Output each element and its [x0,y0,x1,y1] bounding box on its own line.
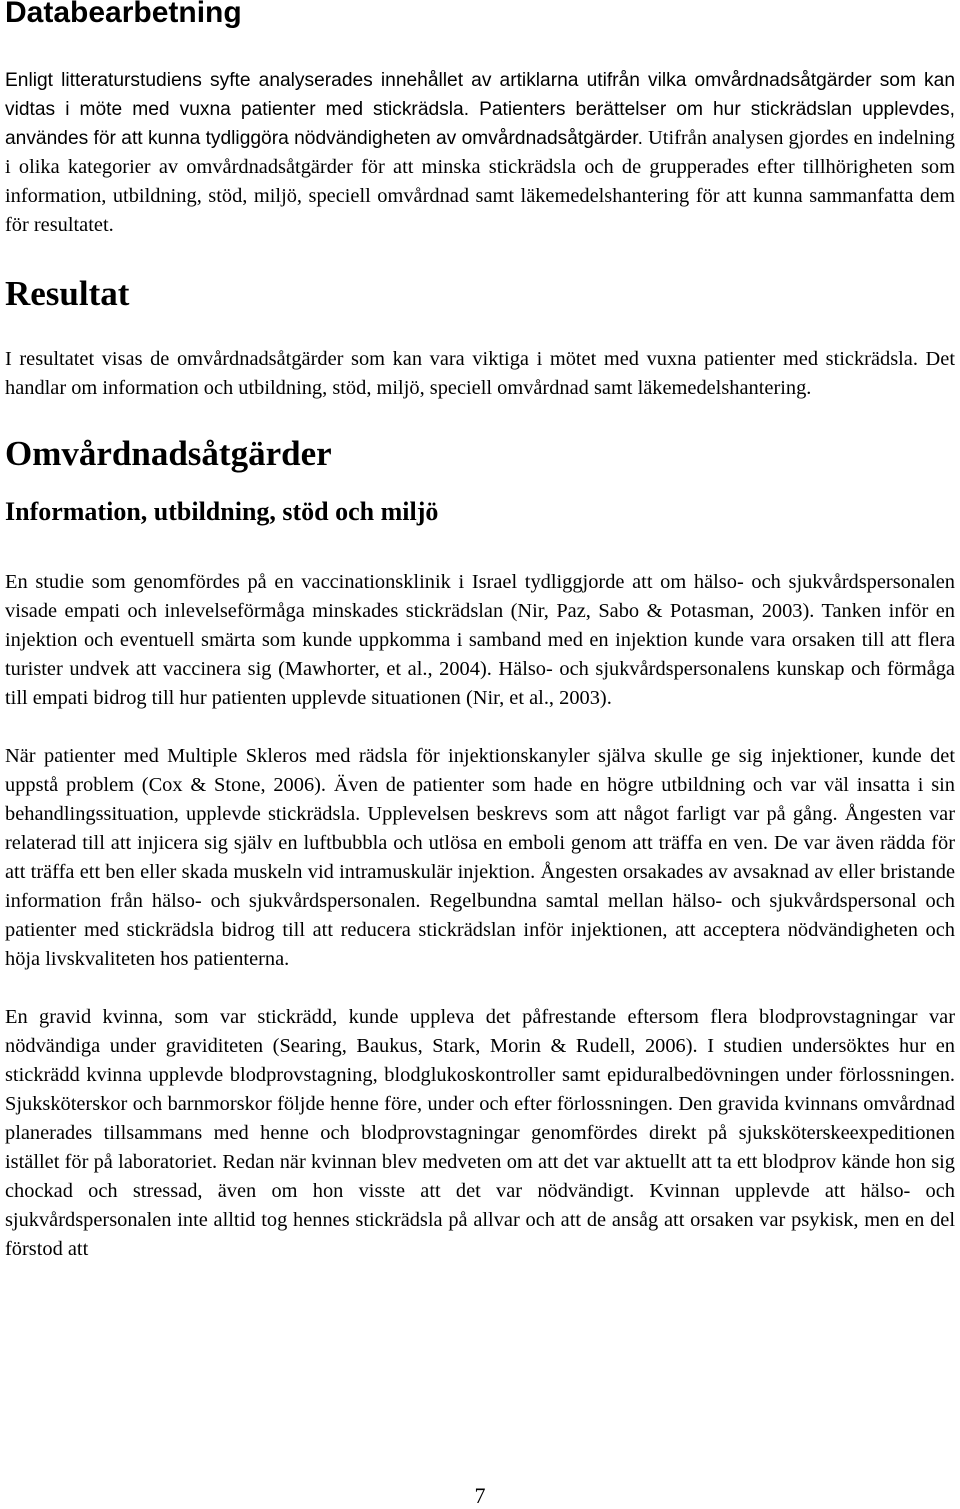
heading-information-utbildning-stod-miljo: Information, utbildning, stöd och miljö [5,497,439,526]
heading-omvardnadsatgarder: Omvårdnadsåtgärder [5,434,332,473]
paragraph-multiple-skleros: När patienter med Multiple Skleros med rädsla för injektionskanyler själva skulle ge sig injektioner, kunde det uppstå problem (Cox & Stone, 2006). Även de patienter som hade en högre utbildning och var väl insatta i sin behandlingssituation, upplevde stickrädsla. Upplevelsen beskrevs som att något farligt var på gång. Ångesten var relaterad till att injicera sig själv en luftbubbla och utlösa en emboli genom att träffa en ven. De var även rädda för att träffa ett ben eller skada muskeln vid intramuskulär injektion. Ångesten orsakades av avsaknad av eller bristande information från hälso- och sjukvårdspersonalen. Regelbundna samtal mellan hälso- och sjukvårdspersonal och patienter med stickrädsla bidrog till att reducera stickrädslan inför injektionen, att acceptera nödvändigheten och höja livskvaliteten hos patienterna. [5,745,955,970]
paragraph-vaccination-study: En studie som genomfördes på en vaccinationsklinik i Israel tydliggjorde att om hälso- och sjukvårdspersonalen visade empati och inlevelseförmåga minskades stickrädslan (Nir, Paz, Sabo & Potasman, 2003). Tanken inför en injektion och eventuell smärta som kunde uppkomma i samband med en injektion kunde vara orsaken till att flera turister undvek att vaccinera sig (Mawhorter, et al., 2004). Hälso- och sjukvårdspersonalens kunskap och förmåga till empati bidrog till hur patienten upplevde situationen (Nir, et al., 2003). [5,571,955,709]
paragraph-gravid-kvinna: En gravid kvinna, som var stickrädd, kunde uppleva det påfrestande eftersom flera blodprovstagningar var nödvändiga under graviditeten (Searing, Baukus, Stark, Morin & Rudell, 2006). I studien undersöktes hur en stickrädd kvinna upplevde blodprovstagning, blodglukoskontroller samt epiduralbedövningen under förlossningen. Sjuksköterskor och barnmorskor följde henne före, under och efter förlossningen. Den gravida kvinnans omvårdnad planerades tillsammans med henne och blodprovstagningar genomfördes direkt på sjuksköterskeexpeditionen istället för på laboratoriet. Redan när kvinnan blev medveten om att det var aktuellt att ta ett blodprov kände hon sig chockad och stressad, även om hon visste att det var nödvändigt. Kvinnan upplevde att hälso- och sjukvårdspersonalen inte alltid tog hennes stickrädsla på allvar och att de ansåg att orsaken var psykisk, men en del förstod att [5,1006,955,1260]
paragraph-databearbetning-serif-run: Utifrån analysen gjordes en indelning i olika kategorier av omvårdnadsåtgärder för att minska stickrädsla och de grupperades efter tillhörigheten som information, utbildning, stöd, miljö, speciell omvårdnad samt läkemedelshantering för att kunna sammanfatta dem för resultatet. [5,127,955,236]
paragraph-resultat: I resultatet visas de omvårdnadsåtgärder som kan vara viktiga i mötet med vuxna patienter med stickrädsla. Det handlar om information och utbildning, stöd, miljö, speciell omvårdnad samt läkemedelshantering. [5,348,955,399]
page-number: 7 [474,1483,486,1508]
heading-databearbetning: Databearbetning [5,0,242,29]
paragraph-databearbetning-sans-run: Enligt litteraturstudiens syfte analyserades innehållet av artiklarna utifrån vilka omvårdnadsåtgärder som kan vidtas i möte med vuxna patienter med stickrädsla. Patienters berättelser om hur stickrädslan upplevdes, användes för att kunna tydliggöra nödvändigheten av omvårdnadsåtgärder. [5,70,955,149]
paragraph-databearbetning [5,66,955,240]
document-page [5,0,955,1264]
heading-resultat: Resultat [5,274,130,313]
